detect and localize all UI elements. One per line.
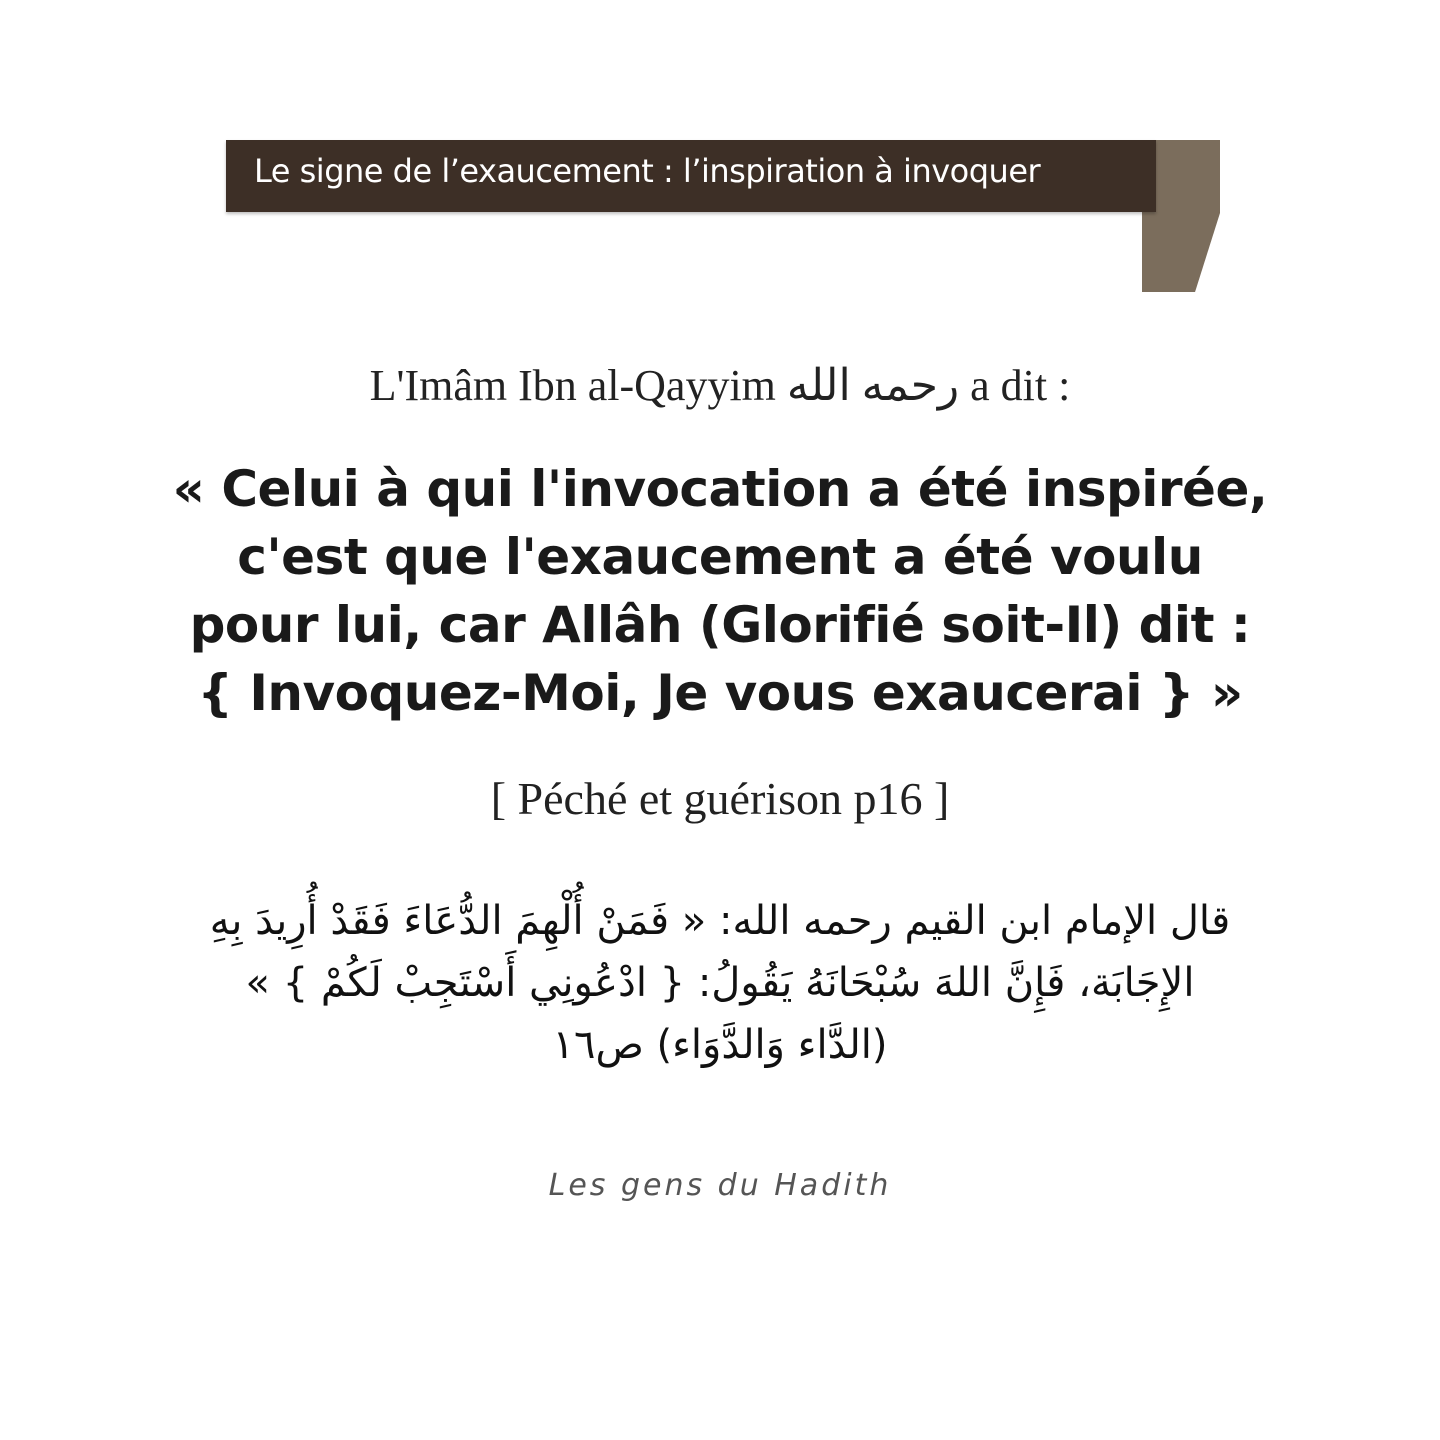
banner-title: Le signe de l’exaucement : l’inspiration à invoquer xyxy=(254,152,1041,190)
french-quote xyxy=(100,455,1340,727)
quote-line: c'est que l'exaucement a été voulu xyxy=(237,528,1203,586)
quote-line: « Celui à qui l'invocation a été inspirée, xyxy=(172,460,1268,518)
quote-line: { Invoquez-Moi, Je vous exaucerai } » xyxy=(197,664,1243,722)
signature-logo: Les gens du Hadith xyxy=(548,1168,892,1203)
arabic-quote: قال الإمام ابن القيم رحمه الله: « فَمَنْ أُلْهِمَ الدُّعَاءَ فَقَدْ أُرِيدَ بِهِ الإِجَابَة، فَإِنَّ اللهَ سُبْحَانَهُ يَقُولُ: { ادْعُونِي أَسْتَجِبْ لَكُمْ } » (الدَّاء وَالدَّوَاء) ص١٦ xyxy=(209,898,1231,1068)
source-reference: [ Péché et guérison p16 ] xyxy=(490,773,950,824)
intro-line: L'Imâm Ibn al-Qayyim رحمه الله a dit : xyxy=(369,361,1071,410)
quote-line: pour lui, car Allâh (Glorifié soit-Il) dit : xyxy=(189,596,1251,654)
